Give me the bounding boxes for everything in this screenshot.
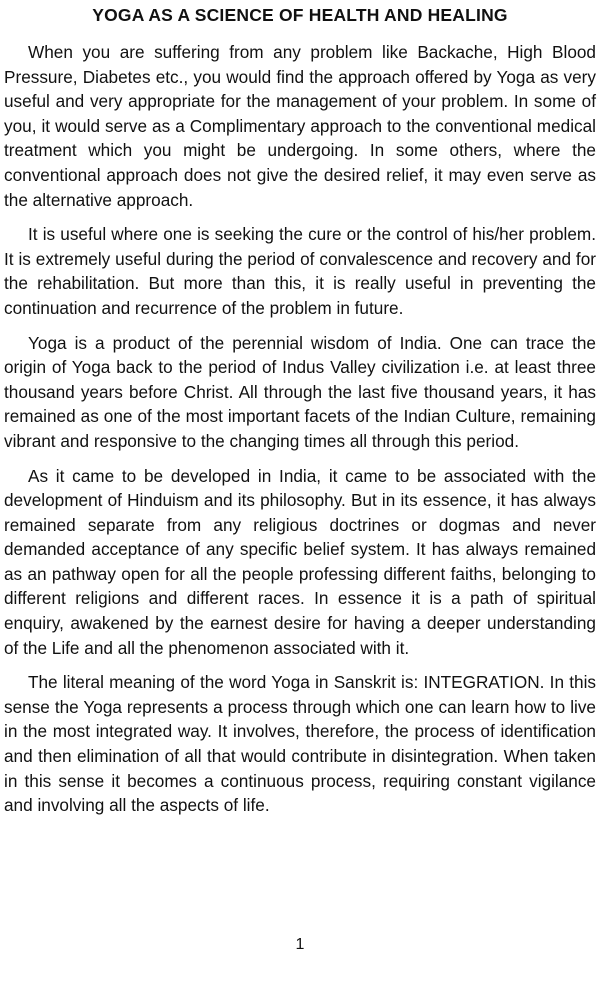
paragraph-5: The literal meaning of the word Yoga in Sanskrit is: INTEGRATION. In this sense the Yoga represents a process through which one can learn how to live in the most integrated way. It involves, therefore, the process of identification and then elimination of all that would contribute in disintegration. When taken in this sense it becomes a continuous process, requiring constant vigilance and involving all the aspects of life. (4, 672, 596, 816)
body-text (4, 40, 596, 818)
paragraph-1: When you are suffering from any problem like Backache, High Blood Pressure, Diabetes etc., you would find the approach offered by Yoga as very useful and very appropriate for the management of your problem. In some of you, it would serve as a Complimentary approach to the conventional medical treatment which you might be undergoing. In some others, where the conventional approach does not give the desired relief, it may even serve as the alternative approach. (4, 42, 596, 210)
paragraph-4: As it came to be developed in India, it came to be associated with the development of Hinduism and its philosophy. But in its essence, it has always remained separate from any religious doctrines or dogmas and never demanded acceptance of any specific belief system. It has always remained as an pathway open for all the people professing different faiths, belonging to different religions and different races. In essence it is a path of spiritual enquiry, awakened by the earnest desire for having a deeper understanding of the Life and all the phenomenon associated with it. (4, 465, 596, 658)
paragraph-2: It is useful where one is seeking the cure or the control of his/her problem. It is extremely useful during the period of convalescence and recovery and for the rehabilitation. But more than this, it is really useful in preventing the continuation and recurrence of the problem in future. (4, 224, 596, 318)
page-title: YOGA AS A SCIENCE OF HEALTH AND HEALING (92, 5, 508, 25)
paragraph-3: Yoga is a product of the perennial wisdom of India. One can trace the origin of Yoga back to the period of Indus Valley civilization i.e. at least three thousand years before Christ. All through the last five thousand years, it has remained as one of the most important facets of the Indian Culture, remaining vibrant and responsive to the changing times all through this period. (4, 332, 596, 451)
page-number: 1 (295, 936, 305, 953)
